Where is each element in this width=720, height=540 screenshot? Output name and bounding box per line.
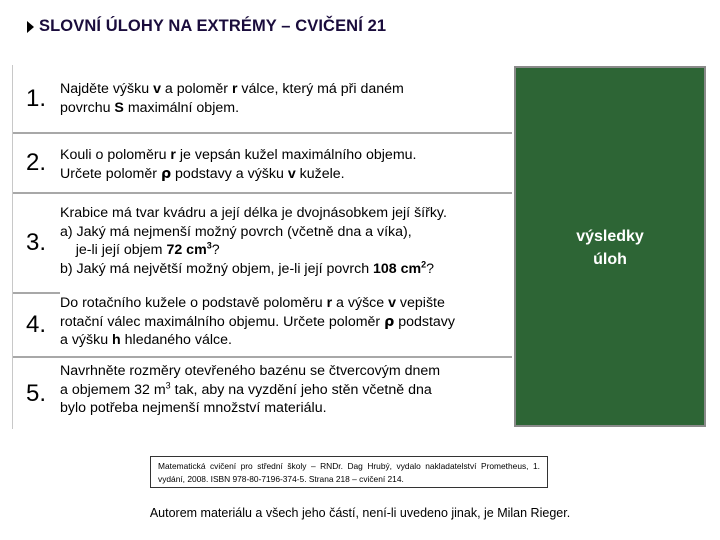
citation-box: Matematická cvičení pro střední školy – RNDr. Dag Hrubý, vydalo nakladatelství Prometheus, 1. vydání, 2008. ISBN 978-80-7196-374-5. Strana 218 – cvičení 214. <box>150 456 548 488</box>
greek-symbol: ρ <box>384 313 395 330</box>
task-line: Krabice má tvar kvádru a její délka je dvojnásobkem její šířky. <box>60 205 447 221</box>
exponent: 3 <box>206 240 212 251</box>
task-row-5 <box>12 358 512 429</box>
results-link-line2: úloh <box>593 251 627 268</box>
task-row-1 <box>12 65 512 132</box>
triangle-bullet-icon <box>27 21 34 33</box>
tasks-table <box>12 65 512 429</box>
table-left-border <box>12 65 13 429</box>
bold-term: r <box>326 295 333 311</box>
bold-term: v <box>287 165 296 182</box>
bold-term: 108 cm <box>373 260 422 277</box>
task-line: a) Jaký má nejmenší možný povrch (včetně dna a víka), <box>60 223 412 240</box>
bold-term: h <box>112 332 121 348</box>
task-line: b) Jaký má největší možný objem, je-li její povrch 108 $cm^2$? <box>60 258 435 277</box>
title-text: SLOVNÍ ÚLOHY NA EXTRÉMY – CVIČENÍ 21 <box>39 17 387 35</box>
bold-term: 72 cm <box>166 242 207 258</box>
bold-term: v <box>388 295 396 311</box>
slide-title <box>27 17 386 36</box>
task-line: a výšku h hledaného válce. <box>60 332 232 348</box>
task-row-2 <box>12 134 512 192</box>
task-line: Kouli o poloměru r je vepsán kužel maximálního objemu. <box>60 147 417 163</box>
bold-term: v <box>153 81 161 97</box>
task-number: 3. <box>12 194 60 292</box>
task-text <box>60 362 440 418</box>
task-line: Najděte výšku v a poloměr r válce, který má při daném <box>60 81 404 97</box>
task-line: povrchu S maximální objem. <box>60 99 240 116</box>
task-line: Do rotačního kužele o podstavě poloměru r a výšce v vepište <box>60 295 445 311</box>
task-text <box>60 294 455 350</box>
exponent: 2 <box>421 258 427 269</box>
task-row-4 <box>12 294 512 356</box>
task-line: Určete poloměr ρ podstavy a výšku v kužele. <box>60 165 345 182</box>
task-number: 5. <box>12 358 60 429</box>
task-line: je-li její objem 72 $cm^3$? <box>60 240 220 258</box>
task-number: 1. <box>12 65 60 132</box>
task-number: 2. <box>12 134 60 192</box>
task-line: bylo potřeba nejmenší množství materiálu. <box>60 400 327 416</box>
task-line: a objemem 32 $m^3$ tak, aby na vyzdění jeho stěn včetně dna <box>60 379 432 398</box>
author-footer: Autorem materiálu a všech jeho částí, není-li uvedeno jinak, je Milan Rieger. <box>149 506 571 520</box>
task-line: rotační válec maximálního objemu. Určete poloměr ρ podstavy <box>60 313 455 330</box>
bold-term: r <box>170 147 176 163</box>
task-line: Navrhněte rozměry otevřeného bazénu se čtvercovým dnem <box>60 363 441 379</box>
results-link[interactable] <box>514 225 706 271</box>
task-text <box>60 204 447 278</box>
results-link-line1: výsledky <box>576 228 644 245</box>
task-text <box>60 80 404 117</box>
greek-symbol: ρ <box>160 165 172 182</box>
task-text <box>60 146 416 183</box>
exponent: 3 <box>165 379 171 390</box>
task-row-3 <box>12 194 512 292</box>
task-number: 4. <box>12 294 60 356</box>
bold-term: S <box>114 99 124 116</box>
bold-term: r <box>231 81 238 97</box>
